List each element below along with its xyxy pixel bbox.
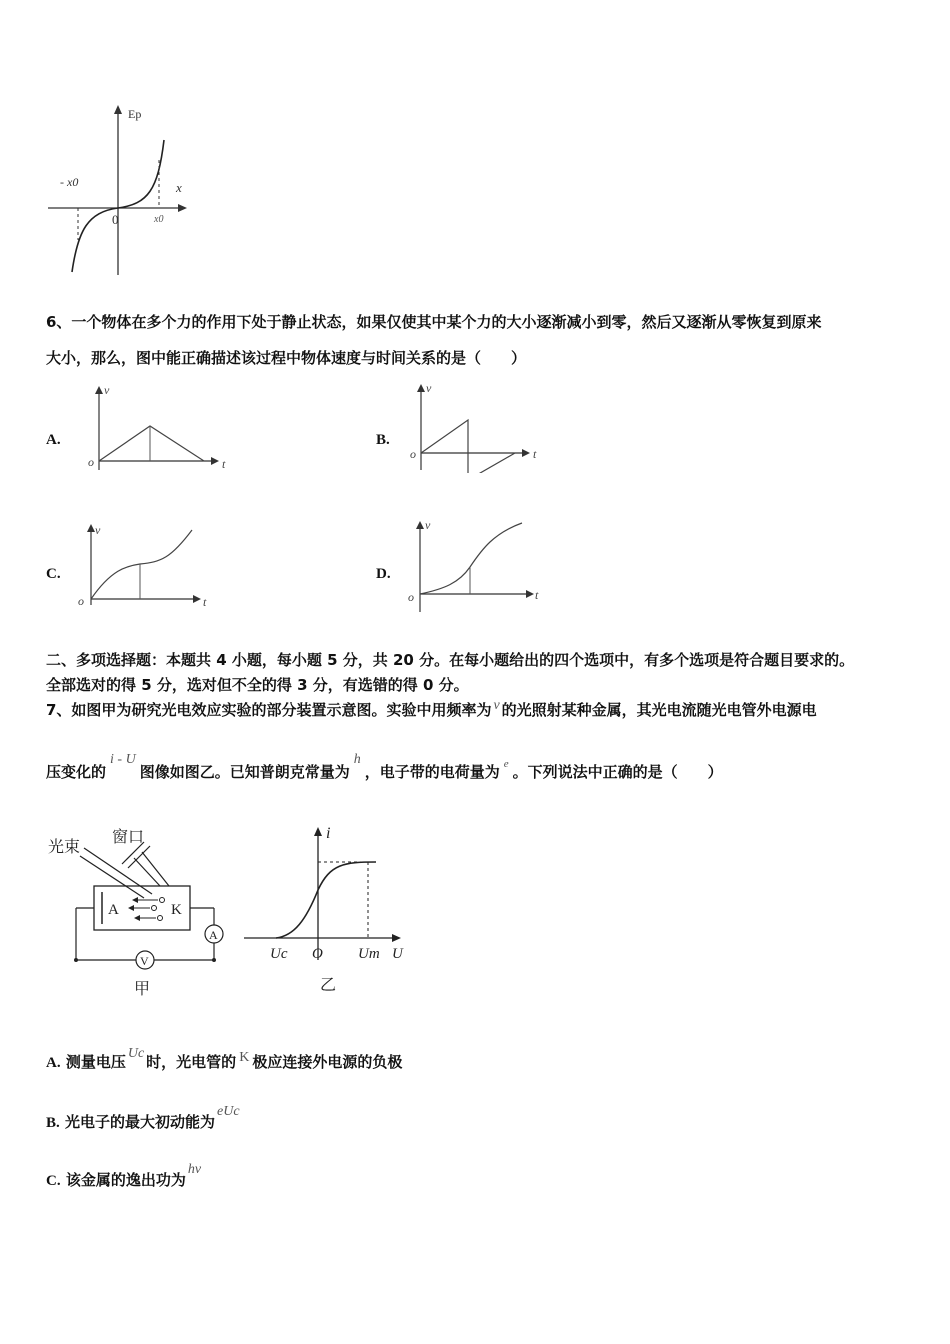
iu-symbol: i - U [110,752,136,767]
q6-option-a-graph[interactable] [82,380,242,475]
svg-text:Uc: Uc [270,946,288,962]
svg-text:V: V [140,954,149,968]
x-axis-label: x [176,180,182,195]
q6-option-d-graph[interactable] [404,515,554,615]
svg-text:O: O [312,946,323,962]
svg-text:t: t [222,457,226,471]
svg-text:v: v [104,383,110,397]
svg-text:t: t [535,588,539,602]
q6-option-b-graph[interactable] [405,378,555,473]
neg-x0-label: - x0 [60,175,79,189]
svg-text:Um: Um [358,946,380,962]
svg-text:A: A [209,928,218,942]
svg-text:t: t [203,595,207,609]
section2-line2: 全部选对的得 5 分，选对但不全的得 3 分，有选错的得 0 分。 [46,676,469,694]
e-symbol: e [503,758,509,770]
svg-text:窗口: 窗口 [112,829,145,846]
svg-text:光束: 光束 [48,839,81,856]
q6-option-a-label[interactable]: A. [46,432,61,448]
q6-option-c-graph[interactable] [76,520,226,610]
q6-line1: 6、一个物体在多个力的作用下处于静止状态，如果仅使其中某个力的大小逐渐减小到零，然后又逐渐从零恢复到原来 [46,313,822,331]
svg-text:甲: 甲 [134,981,151,998]
svg-text:A: A [108,902,119,918]
q7-line1: 7、如图甲为研究光电效应实验的部分装置示意图。实验中用频率为 ν 的光照射某种金属，其光电流随光电管外电源电 [46,698,817,719]
q6-option-d-label[interactable]: D. [376,566,391,582]
svg-text:t: t [533,447,537,461]
svg-text:U: U [392,946,403,962]
i-u-graph [244,820,424,1000]
nu-symbol: ν [493,698,500,713]
svg-text:v: v [95,523,101,537]
q7-option-b[interactable]: B. 光电子的最大初动能为eUc [46,1104,240,1131]
q6-option-c-label[interactable]: C. [46,566,61,582]
q6-option-b-label[interactable]: B. [376,432,390,448]
photoelectric-apparatus-diagram [44,822,244,1002]
svg-text:v: v [425,518,431,532]
svg-text:o: o [410,447,416,461]
q6-line2: 大小，那么，图中能正确描述该过程中物体速度与时间关系的是（ ） [46,349,527,367]
svg-text:K: K [171,902,182,918]
svg-text:v: v [426,381,432,395]
q7-option-c[interactable]: C. 该金属的逸出功为hν [46,1162,202,1189]
svg-text:o: o [88,455,94,469]
h-symbol: h [353,752,361,767]
q7-line2: 压变化的i - U图像如图乙。已知普朗克常量为h，电子带的电荷量为 $^e$ 。下列说法中正确的是（ ） [46,752,723,781]
origin-label: 0 [112,212,119,227]
ep-label: Ep [128,107,142,121]
q7-option-a[interactable]: A. 测量电压 Uc 时，光电管的 K 极应连接外电源的负极 [46,1046,403,1071]
x0-label: x0 [154,214,164,225]
svg-text:o: o [408,590,414,604]
section2-line1: 二、多项选择题：本题共 4 小题，每小题 5 分，共 20 分。在每小题给出的四个选项中，有多个选项是符合题目要求的。 [46,651,855,669]
svg-text:o: o [78,594,84,608]
svg-text:i: i [326,825,331,842]
ep-x-graph [40,100,200,280]
svg-text:乙: 乙 [320,977,337,994]
